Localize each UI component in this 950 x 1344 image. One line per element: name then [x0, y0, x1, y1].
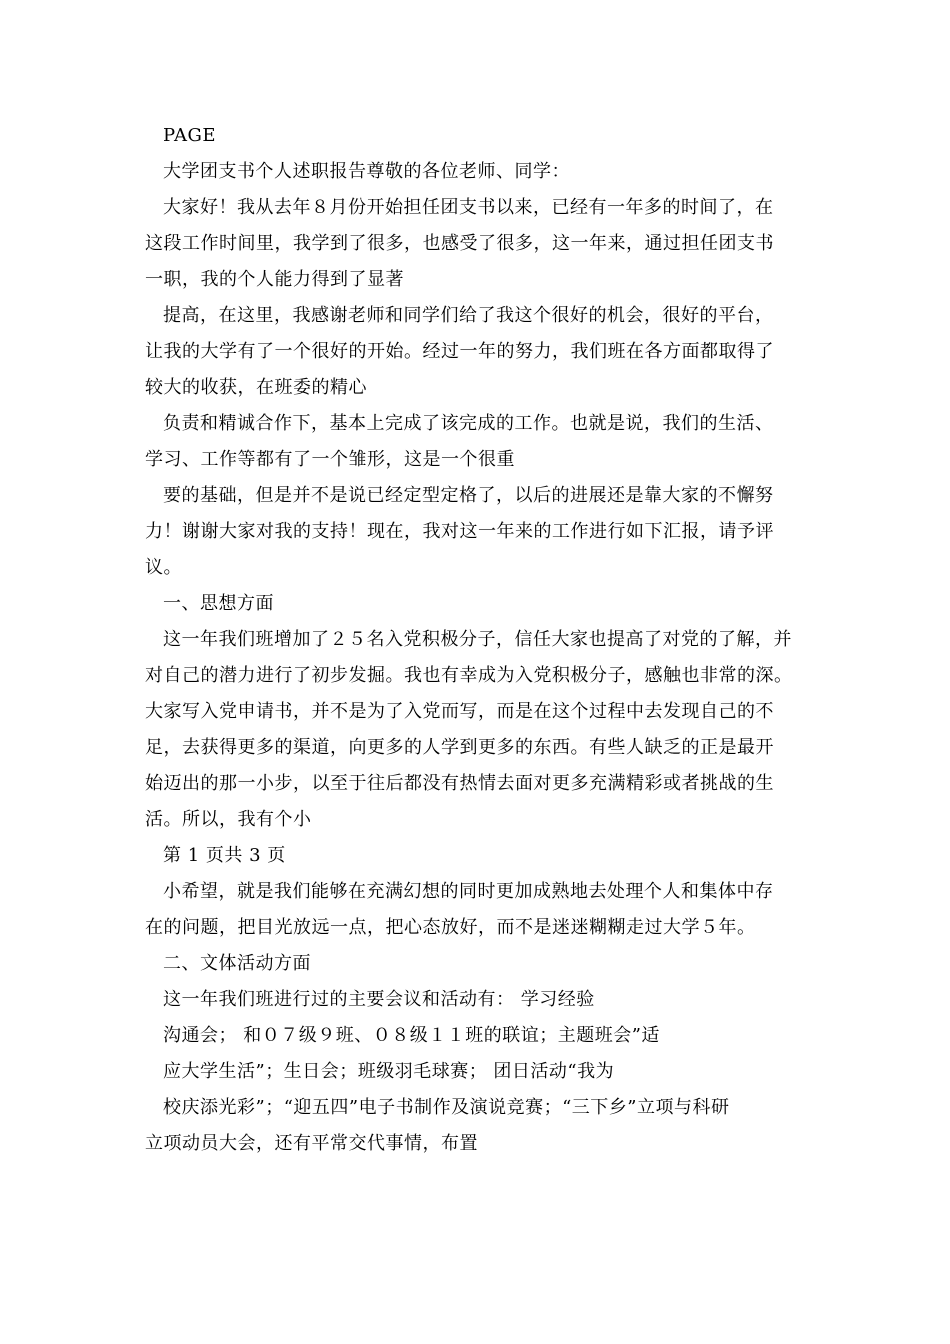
paragraph-line: 校庆添光彩”；“迎五四”电子书制作及演说竞赛；“三下乡”立项与科研	[163, 1097, 730, 1118]
paragraph-line: 活。所以，我有个小	[145, 809, 312, 830]
paragraph-line: 对自己的潜力进行了初步发掘。我也有幸成为入党积极分子，感触也非常的深。	[145, 665, 793, 686]
page-number-footer: 第 1 页共 3 页	[163, 845, 286, 866]
paragraph-line: 较大的收获，在班委的精心	[145, 377, 367, 398]
paragraph-line: 沟通会； 和０７级９班、０８级１１班的联谊；主题班会”适	[163, 1025, 660, 1046]
paragraph-line: 这段工作时间里，我学到了很多，也感受了很多，这一年来，通过担任团支书	[145, 233, 774, 254]
paragraph-line: 足，去获得更多的渠道，向更多的人学到更多的东西。有些人缺乏的正是最开	[145, 737, 774, 758]
paragraph-line: 让我的大学有了一个很好的开始。经过一年的努力，我们班在各方面都取得了	[145, 341, 774, 362]
document-title-line: 大学团支书个人述职报告尊敬的各位老师、同学：	[163, 161, 570, 182]
section-heading: 二、文体活动方面	[163, 953, 311, 974]
paragraph-line: 力！谢谢大家对我的支持！现在，我对这一年来的工作进行如下汇报，请予评	[145, 521, 774, 542]
paragraph-line: 要的基础，但是并不是说已经定型定格了，以后的进展还是靠大家的不懈努	[163, 485, 774, 506]
paragraph-line: 这一年我们班进行过的主要会议和活动有： 学习经验	[163, 989, 595, 1010]
paragraph-line: 这一年我们班增加了２５名入党积极分子，信任大家也提高了对党的了解，并	[163, 629, 792, 650]
paragraph-line: 提高，在这里，我感谢老师和同学们给了我这个很好的机会，很好的平台，	[163, 305, 774, 326]
section-heading: 一、思想方面	[163, 593, 274, 614]
paragraph-line: 始迈出的那一小步，以至于往后都没有热情去面对更多充满精彩或者挑战的生	[145, 773, 774, 794]
paragraph-line: 小希望，就是我们能够在充满幻想的同时更加成熟地去处理个人和集体中存	[163, 881, 774, 902]
paragraph-line: 立项动员大会，还有平常交代事情，布置	[145, 1133, 478, 1154]
paragraph-line: 负责和精诚合作下，基本上完成了该完成的工作。也就是说，我们的生活、	[163, 413, 774, 434]
paragraph-line: 一职，我的个人能力得到了显著	[145, 269, 404, 290]
paragraph-line: 大家写入党申请书，并不是为了入党而写，而是在这个过程中去发现自己的不	[145, 701, 774, 722]
paragraph-line: 大家好！我从去年８月份开始担任团支书以来，已经有一年多的时间了，在	[163, 197, 774, 218]
paragraph-line: 议。	[145, 557, 182, 578]
paragraph-line: 在的问题，把目光放远一点，把心态放好，而不是迷迷糊糊走过大学５年。	[145, 917, 756, 938]
paragraph-line: 学习、工作等都有了一个雏形，这是一个很重	[145, 449, 515, 470]
paragraph-line: 应大学生活”；生日会；班级羽毛球赛； 团日活动“我为	[163, 1061, 615, 1082]
page-header: PAGE	[163, 125, 216, 146]
